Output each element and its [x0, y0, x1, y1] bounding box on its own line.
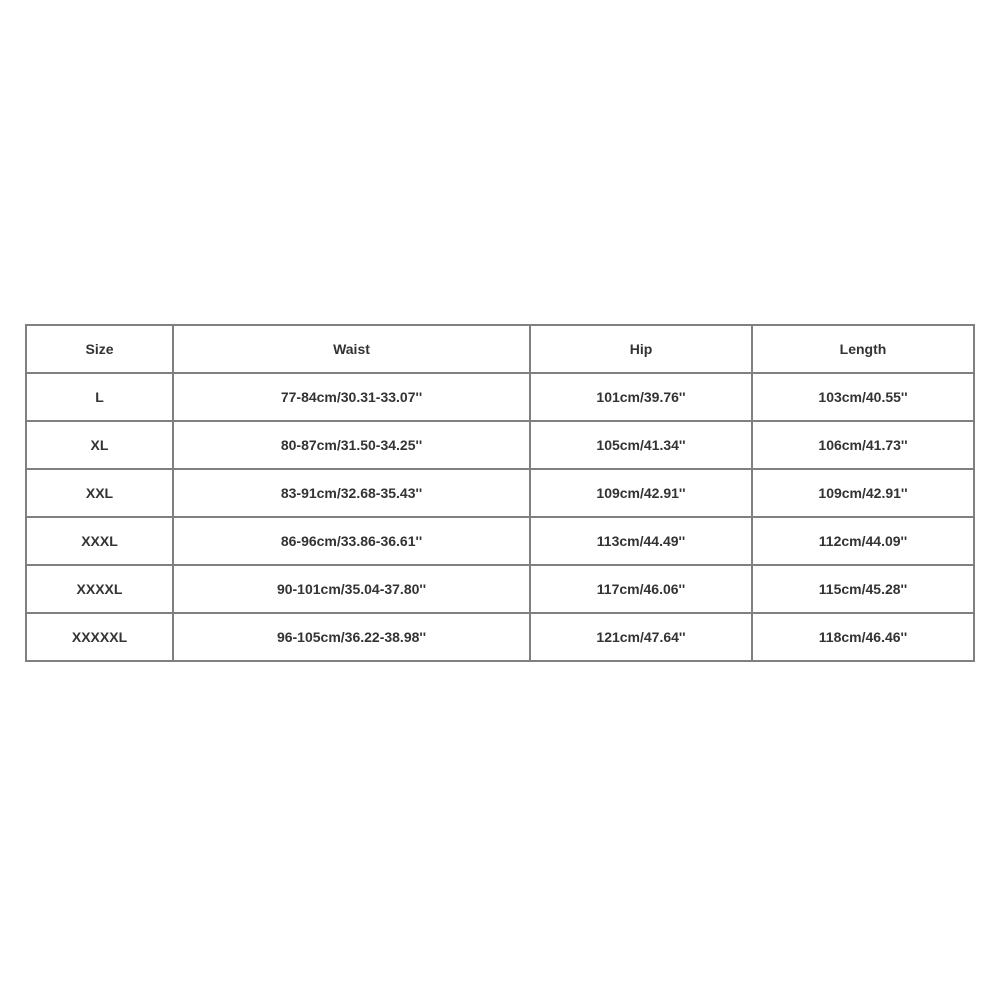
cell-hip: 109cm/42.91''	[530, 469, 752, 517]
table-row	[26, 373, 974, 421]
header-waist: Waist	[173, 325, 530, 373]
table-row	[26, 469, 974, 517]
cell-waist: 90-101cm/35.04-37.80''	[173, 565, 530, 613]
cell-hip: 117cm/46.06''	[530, 565, 752, 613]
cell-length: 115cm/45.28''	[752, 565, 974, 613]
cell-size: XXL	[26, 469, 173, 517]
cell-length: 109cm/42.91''	[752, 469, 974, 517]
header-hip: Hip	[530, 325, 752, 373]
cell-size: L	[26, 373, 173, 421]
cell-length: 103cm/40.55''	[752, 373, 974, 421]
table-row	[26, 421, 974, 469]
header-length: Length	[752, 325, 974, 373]
cell-waist: 83-91cm/32.68-35.43''	[173, 469, 530, 517]
cell-hip: 101cm/39.76''	[530, 373, 752, 421]
header-size: Size	[26, 325, 173, 373]
table-row	[26, 517, 974, 565]
cell-waist: 96-105cm/36.22-38.98''	[173, 613, 530, 661]
cell-length: 112cm/44.09''	[752, 517, 974, 565]
cell-waist: 80-87cm/31.50-34.25''	[173, 421, 530, 469]
cell-waist: 77-84cm/30.31-33.07''	[173, 373, 530, 421]
table-row	[26, 613, 974, 661]
cell-hip: 105cm/41.34''	[530, 421, 752, 469]
cell-size: XL	[26, 421, 173, 469]
table-header-row	[26, 325, 974, 373]
cell-size: XXXL	[26, 517, 173, 565]
cell-length: 118cm/46.46''	[752, 613, 974, 661]
cell-waist: 86-96cm/33.86-36.61''	[173, 517, 530, 565]
cell-hip: 121cm/47.64''	[530, 613, 752, 661]
cell-size: XXXXL	[26, 565, 173, 613]
cell-size: XXXXXL	[26, 613, 173, 661]
table-row	[26, 565, 974, 613]
cell-length: 106cm/41.73''	[752, 421, 974, 469]
cell-hip: 113cm/44.49''	[530, 517, 752, 565]
size-chart-table	[25, 324, 975, 662]
